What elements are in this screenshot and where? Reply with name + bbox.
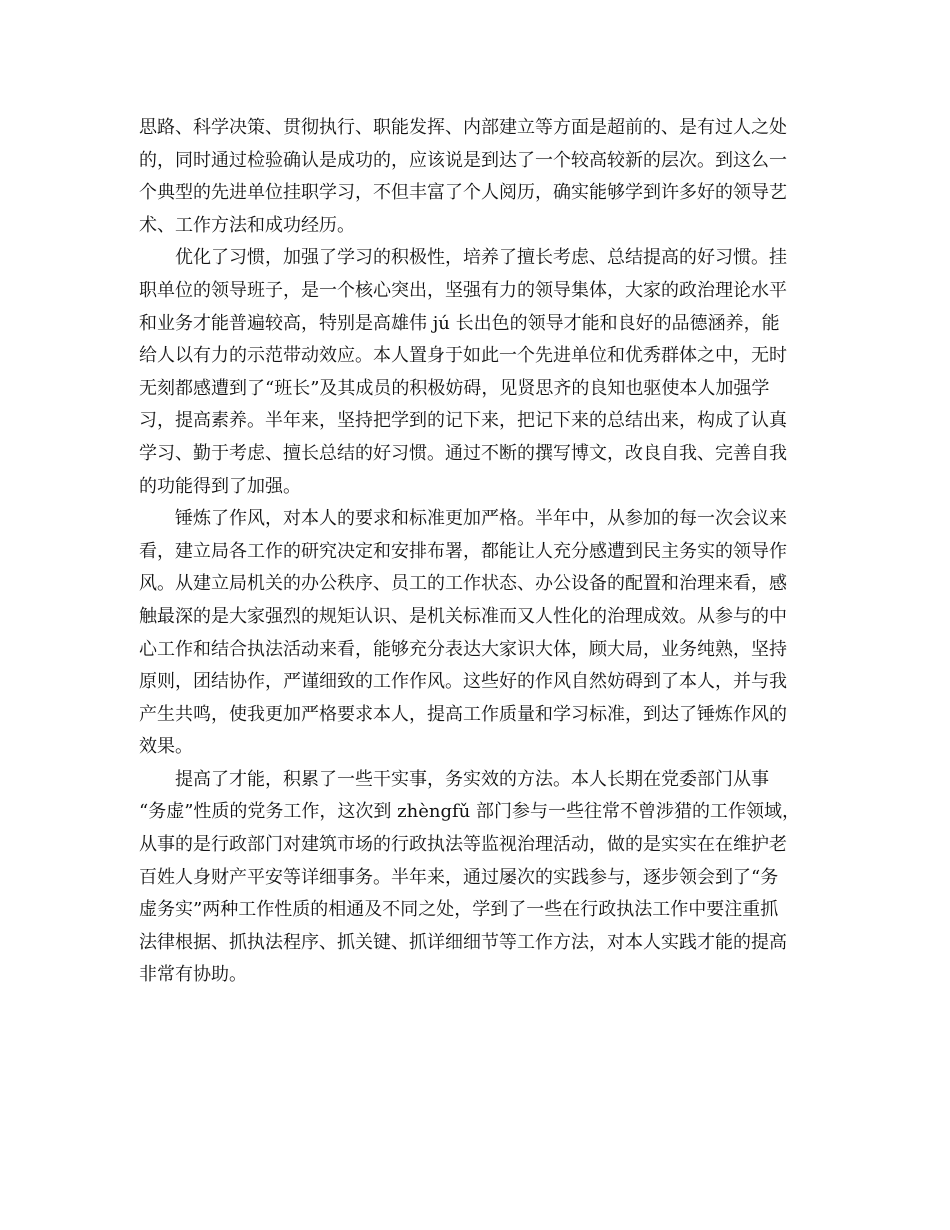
text-line: 法律根据、抓执法程序、抓关键、抓详细细节等工作方法，对本人实践才能的提高 — [139, 931, 787, 953]
text-line: 和业务才能普遍较高，特别是高雄伟 jú 长出色的领导才能和良好的品德涵养，能 — [139, 312, 780, 334]
text-line: 触最深的是大家强烈的规矩认识、是机关标准而又人性化的治理成效。从参与的中 — [139, 605, 787, 627]
text-line: 给人以有力的示范带动效应。本人置身于如此一个先进单位和优秀群体之中，无时 — [139, 345, 787, 367]
text-line: 风。从建立局机关的办公秩序、员工的工作状态、办公设备的配置和治理来看，感 — [139, 573, 787, 595]
text-line: 职单位的领导班子，是一个核心突出，坚强有力的领导集体，大家的政治理论水平 — [139, 279, 787, 301]
text-line: 心工作和结合执法活动来看，能够充分表达大家识大体，顾大局，业务纯熟，坚持 — [139, 638, 787, 660]
text-line: 术、工作方法和成功经历。 — [139, 214, 355, 236]
text-line: 思路、科学决策、贯彻执行、职能发挥、内部建立等方面是超前的、是有过人之处 — [139, 117, 787, 138]
text-line: 百姓人身财产平安等详细事务。半年来，通过屡次的实践参与，逐步领会到了“务 — [139, 866, 779, 888]
text-line: “务虚”性质的党务工作，这次到 zhèngfǔ 部门参与一些往常不曾涉猎的工作领域， — [139, 801, 800, 823]
text-line: 提高了才能，积累了一些干实事，务实效的方法。本人长期在党委部门从事 — [139, 768, 769, 790]
text-line: 看，建立局各工作的研究决定和安排布署，都能让人充分感遭到民主务实的领导作 — [139, 540, 787, 562]
text-line: 个典型的先进单位挂职学习，不但丰富了个人阅历，确实能够学到许多好的领导艺 — [139, 182, 787, 204]
text-line: 效果。 — [139, 736, 193, 758]
text-line: 的功能得到了加强。 — [139, 475, 301, 497]
text-line: 原则，团结协作，严谨细致的工作作风。这些好的作风自然妨碍到了本人，并与我 — [139, 671, 787, 693]
text-line: 产生共鸣，使我更加严格要求本人，提高工作质量和学习标准，到达了锤炼作风的 — [139, 703, 787, 725]
text-line: 非常有协助。 — [139, 964, 247, 986]
text-line: 从事的是行政部门对建筑市场的行政执法等监视治理活动，做的是实实在在维护老 — [139, 834, 787, 856]
text-line: 优化了习惯，加强了学习的积极性，培养了擅长考虑、总结提高的好习惯。挂 — [139, 247, 787, 269]
text-line: 无刻都感遭到了“班长”及其成员的积极妨碍，见贤思齐的良知也驱使本人加强学 — [139, 377, 770, 399]
text-line: 锤炼了作风，对本人的要求和标准更加严格。半年中，从参加的每一次会议来 — [139, 508, 787, 530]
document-body — [139, 112, 819, 992]
text-line: 虚务实”两种工作性质的相通及不同之处，学到了一些在行政执法工作中要注重抓 — [139, 899, 779, 921]
text-line: 习，提高素养。半年来，坚持把学到的记下来，把记下来的总结出来，构成了认真 — [139, 410, 787, 432]
text-line: 的，同时通过检验确认是成功的，应该说是到达了一个较高较新的层次。到这么一 — [139, 149, 787, 171]
text-line: 学习、勤于考虑、擅长总结的好习惯。通过不断的撰写博文，改良自我、完善自我 — [139, 442, 787, 464]
